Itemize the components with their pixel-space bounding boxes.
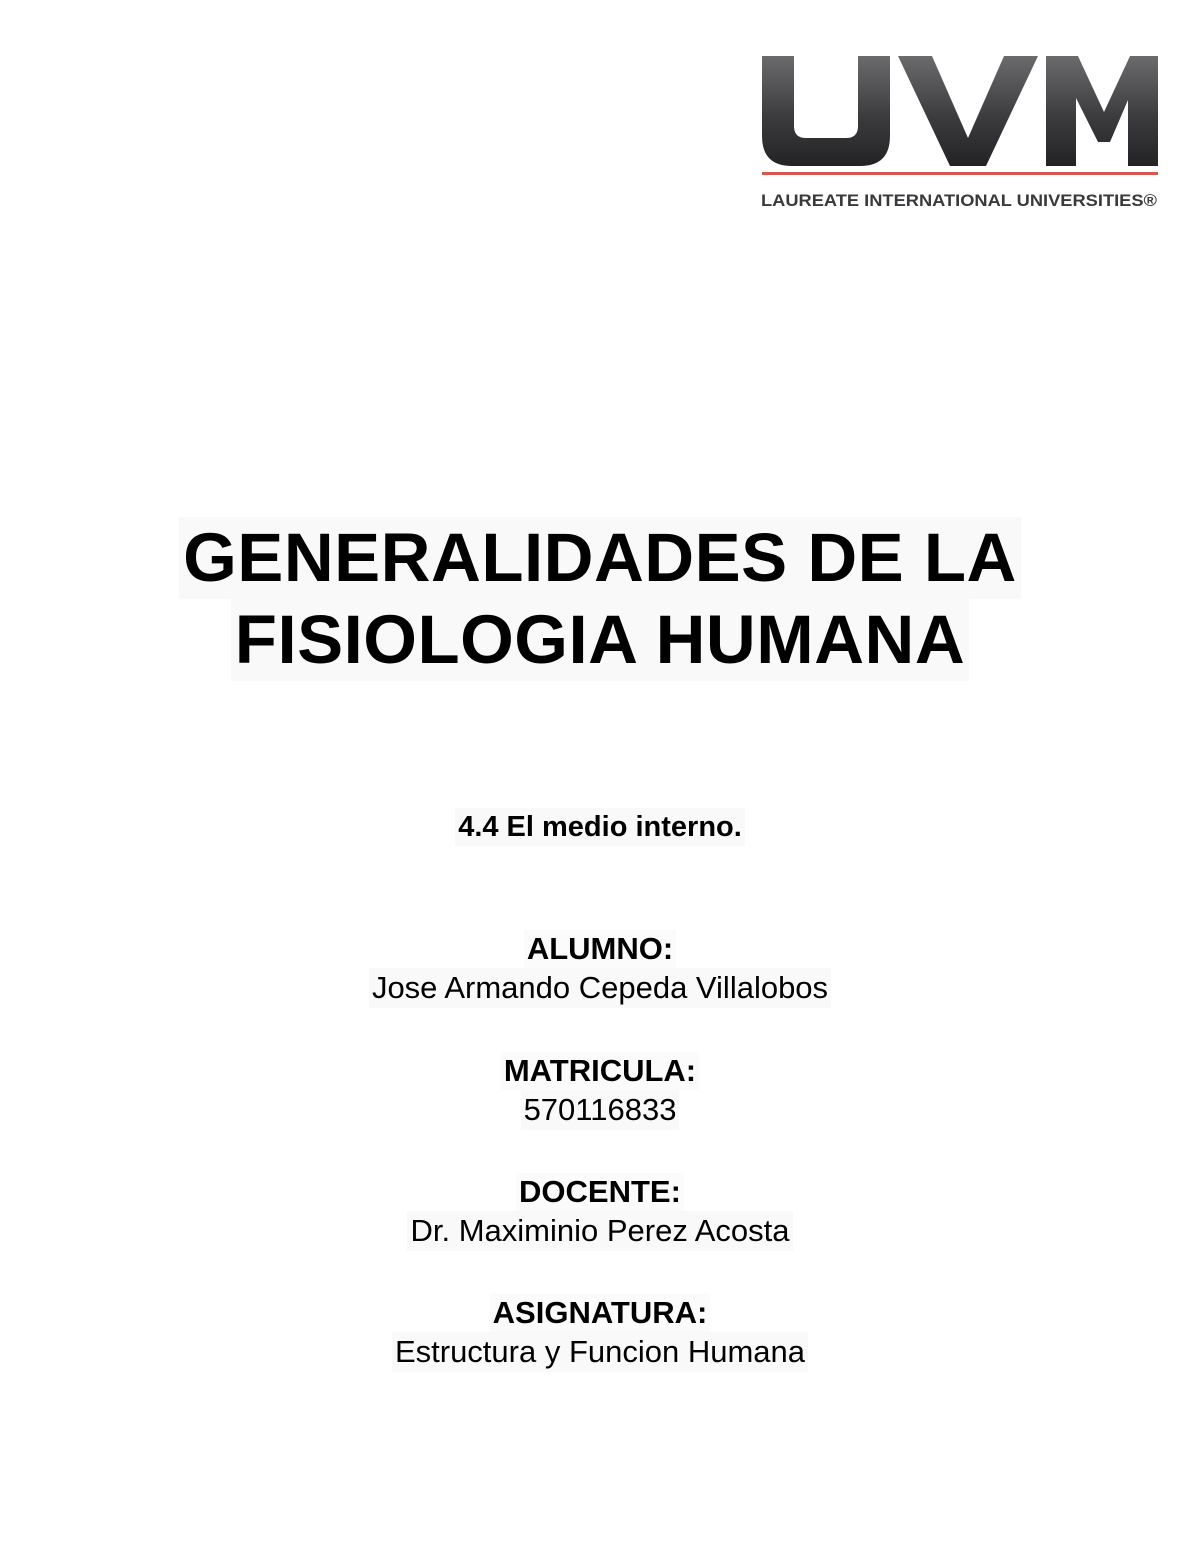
enrollment-field — [0, 1052, 1200, 1130]
title-line-1: GENERALIDADES DE LA — [179, 517, 1021, 599]
logo-tagline: LAUREATE INTERNATIONAL UNIVERSITIES® — [761, 192, 1157, 210]
subject-label: ASIGNATURA: — [490, 1294, 711, 1332]
subject-value: Estructura y Funcion Humana — [392, 1332, 808, 1372]
subject-field — [0, 1294, 1200, 1372]
subtitle-text: 4.4 El medio interno. — [455, 808, 745, 846]
student-field — [0, 930, 1200, 1008]
student-value: Jose Armando Cepeda Villalobos — [369, 968, 831, 1008]
logo-rule — [762, 172, 1158, 175]
uvm-logo — [758, 50, 1162, 215]
document-subtitle — [0, 808, 1200, 846]
enrollment-value: 570116833 — [521, 1090, 680, 1130]
student-label: ALUMNO: — [524, 930, 676, 968]
title-line-2: FISIOLOGIA HUMANA — [231, 599, 969, 681]
document-title — [0, 517, 1200, 681]
teacher-field — [0, 1173, 1200, 1251]
teacher-value: Dr. Maximinio Perez Acosta — [407, 1211, 792, 1251]
enrollment-label: MATRICULA: — [501, 1052, 699, 1090]
teacher-label: DOCENTE: — [516, 1173, 684, 1211]
